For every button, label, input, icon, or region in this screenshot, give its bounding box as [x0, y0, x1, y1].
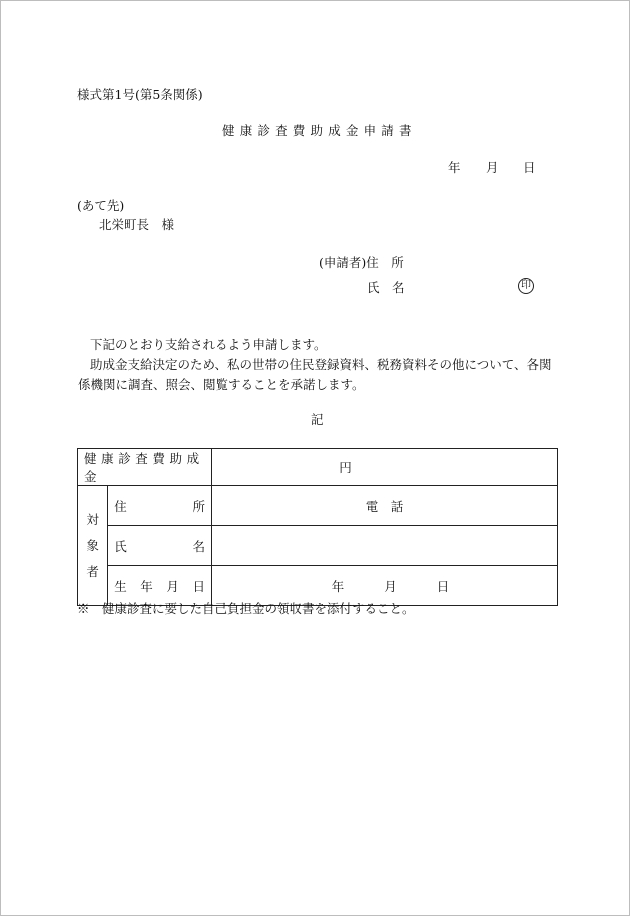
- application-table: [77, 448, 558, 606]
- address-label: [108, 486, 212, 526]
- birth-char-1: 生: [114, 578, 127, 594]
- address-phone-cell[interactable]: [212, 486, 558, 526]
- birth-char-3: 月: [166, 578, 179, 594]
- date-year: 年: [448, 160, 461, 175]
- subject-char-1: 対: [86, 511, 99, 527]
- phone-label: 電 話: [365, 498, 404, 514]
- birth-day: 日: [436, 578, 450, 594]
- name-char-1: 氏: [114, 538, 127, 554]
- ki-heading: 記: [311, 412, 324, 427]
- name-label: [108, 526, 212, 566]
- address-row: [78, 486, 558, 526]
- applicant-name-label: 氏 名: [367, 280, 405, 295]
- seal-mark: 印: [518, 278, 534, 294]
- subject-char-2: 象: [86, 537, 99, 553]
- body-paragraph-1: 下記のとおり支給されるよう申請します。: [90, 337, 327, 352]
- amount-unit: 円: [339, 460, 352, 475]
- subject-char-3: 者: [86, 563, 99, 579]
- name-cell[interactable]: [212, 526, 558, 566]
- birth-year: 年: [331, 578, 345, 594]
- body-text: [78, 335, 560, 395]
- amount-label: 健康診査費助成金: [78, 449, 212, 486]
- date-month: 月: [486, 160, 499, 175]
- form-number: 様式第1号(第5条関係): [77, 87, 203, 102]
- amount-cell[interactable]: [212, 449, 558, 486]
- document-title: 健康診査費助成金申請書: [222, 123, 417, 138]
- address-char-2: 所: [192, 498, 205, 514]
- address-char-1: 住: [114, 498, 127, 514]
- applicant-address-label: (申請者)住 所: [319, 255, 404, 270]
- amount-row: [78, 449, 558, 486]
- birth-char-4: 日: [192, 578, 205, 594]
- body-paragraph-2: 助成金支給決定のため、私の世帯の住民登録資料、税務資料その他について、各関係機関に調査、照会、閲覧することを承諾します。: [78, 357, 552, 392]
- addressee: 北栄町長 様: [99, 217, 175, 232]
- birth-char-2: 年: [140, 578, 153, 594]
- footnote: ※ 健康診査に要した自己負担金の領収書を添付すること。: [77, 601, 415, 616]
- addressee-label: (あて先): [77, 198, 125, 213]
- subject-label: [78, 486, 108, 606]
- date-day: 日: [523, 160, 536, 175]
- name-row: [78, 526, 558, 566]
- name-char-2: 名: [192, 538, 205, 554]
- birth-month: 月: [384, 578, 397, 594]
